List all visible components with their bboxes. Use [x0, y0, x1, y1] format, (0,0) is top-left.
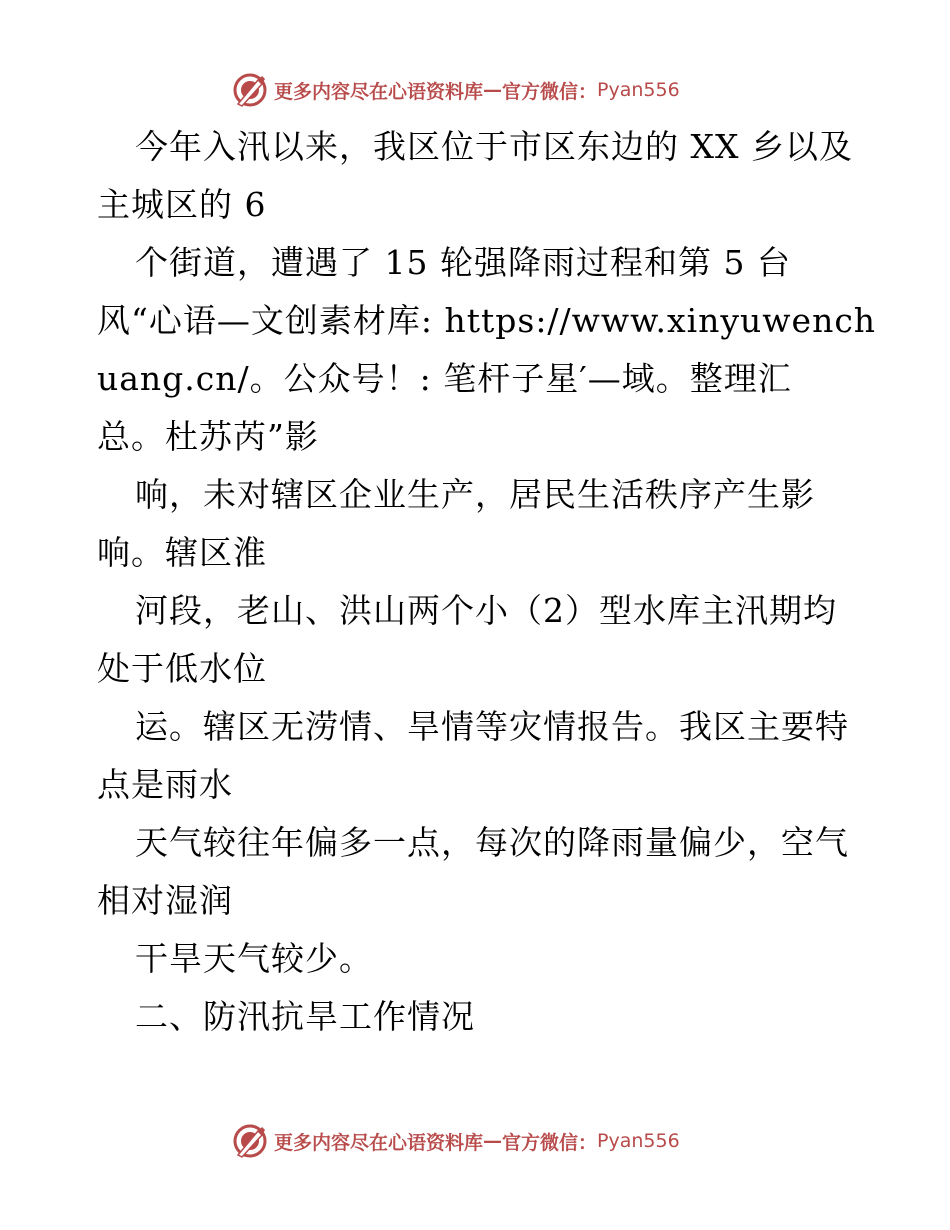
- header-banner-dash: —: [483, 79, 503, 101]
- footer-banner-dash: —: [483, 1130, 503, 1152]
- text-line: 风“心语—文创素材库: https://www.xinyuwench: [97, 301, 877, 340]
- header-wechat-id: Pyan556: [597, 79, 680, 101]
- text-line: 干旱天气较少。: [135, 939, 373, 978]
- text-line: 响。辖区淮: [97, 533, 267, 572]
- text-line: 总。杜苏芮”影: [97, 417, 319, 456]
- footer-wechat-id: Pyan556: [597, 1130, 680, 1152]
- pen-logo-icon: [232, 72, 268, 108]
- text-line: 处于低水位: [97, 649, 267, 688]
- body-text: [97, 118, 877, 1046]
- footer-wechat-label: 官方微信：: [502, 1131, 598, 1154]
- text-line: 今年入汛以来，我区位于市区东边的 XX 乡以及: [135, 127, 853, 166]
- header-banner-text: 更多内容尽在心语资料库: [274, 80, 484, 103]
- footer-banner: [232, 1121, 680, 1161]
- text-line: 河段，老山、洪山两个小（2）型水库主汛期均: [135, 591, 837, 630]
- text-line: uang.cn/。公众号！: 笔杆子星′—域。整理汇: [97, 359, 792, 398]
- text-line: 响，未对辖区企业生产，居民生活秩序产生影: [135, 475, 815, 514]
- text-line: 个街道，遭遇了 15 轮强降雨过程和第 5 台: [135, 243, 791, 282]
- text-line: 主城区的 6: [97, 185, 267, 224]
- header-banner: [232, 70, 680, 110]
- pen-logo-icon: [232, 1123, 268, 1159]
- section-heading: 二、防汛抗旱工作情况: [135, 997, 475, 1036]
- text-line: 天气较往年偏多一点，每次的降雨量偏少，空气: [135, 823, 849, 862]
- text-line: 相对湿润: [97, 881, 233, 920]
- text-line: 运。辖区无涝情、旱情等灾情报告。我区主要特: [135, 707, 849, 746]
- text-line: 点是雨水: [97, 765, 233, 804]
- footer-banner-text: 更多内容尽在心语资料库: [274, 1131, 484, 1154]
- header-wechat-label: 官方微信：: [502, 80, 598, 103]
